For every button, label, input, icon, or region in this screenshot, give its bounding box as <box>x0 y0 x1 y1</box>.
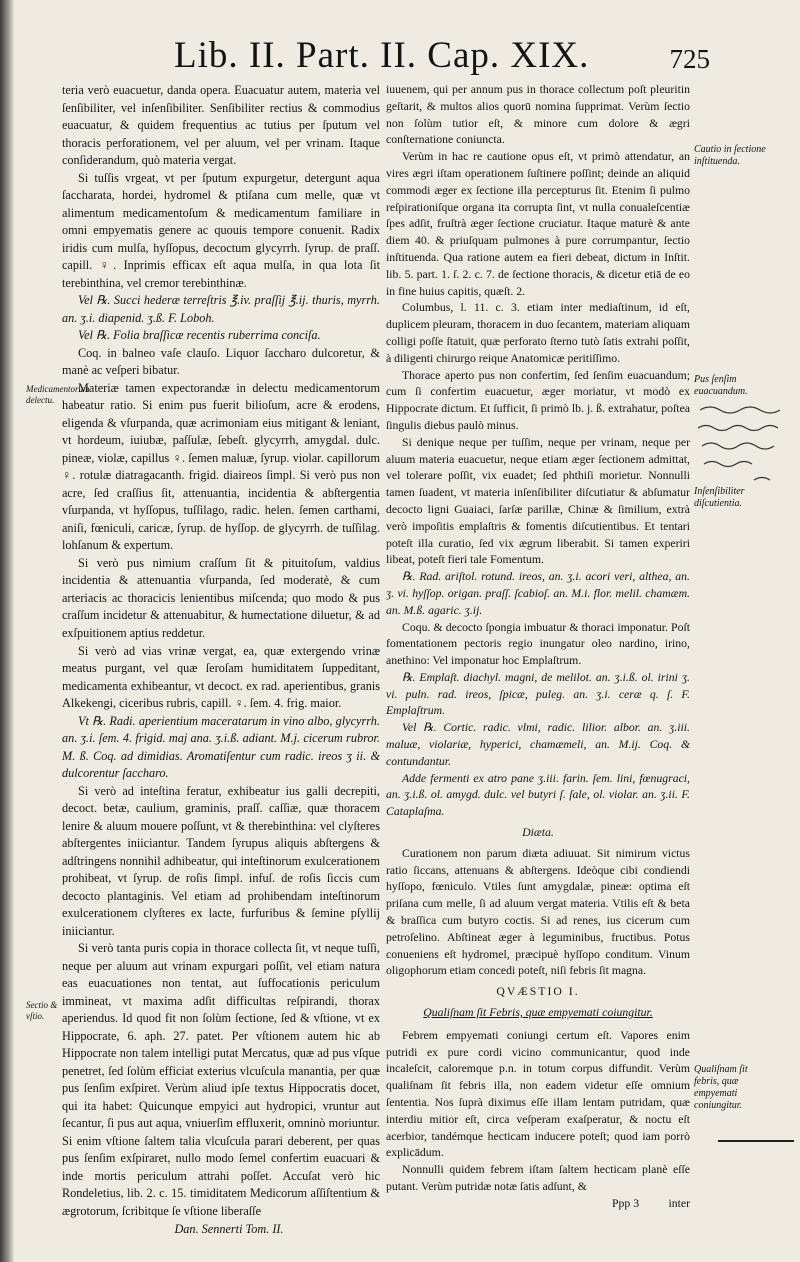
paragraph: Columbus, l. 11. c. 3. etiam inter mediaſtinum, id eſt, duplicem pleuram, thoracem in duo ſecantem, materiam aliquam colligi poſſe ſtatuit, quæ perforato ſterno tutò ſatis extrahi poſſit, à diligenti chirurgo reique Anatomicæ peritiſſimo. <box>386 301 690 365</box>
recipe: Vel ℞. Succi hederæ terreſtris ℥.iv. praſſij ℥.ij. thuris, myrrh. an. ʒ.i. diapenid. ʒ.ß. F. Loboh. <box>62 293 380 325</box>
paragraph: Febrem empyemati coniungi certum eſt. Vapores enim putridi ex pure cordi vicino communicantur, quod inde incaleſcit, caloremque p.n. in totum corpus diffundit. Verùm qualiſnam ſit febris illa, non eadem videtur eſſe omnium ſententia. Nos ſuprà diximus eſſe illam lentam putridam, quæ interdiu mitior eſt, circa veſperam exaſperatur, & noctu eſt acerbior, tandémque hecticam inducere poteſt; quod iam porrò explicādum. <box>386 1028 690 1160</box>
page-number: 725 <box>669 44 710 74</box>
page-header <box>150 34 710 80</box>
paragraph: Thorace aperto pus non confertim, ſed ſenſim euacuandum; cum ſi confertim euacuetur, æger moriatur, vt modò ex Hippocrate dictum. Et ſufficit, ſi primò lb. j. ß. extrahatur, poſtea ſingulis diebus paulò minus. <box>386 368 690 432</box>
recipe: ℞. Emplaſt. diachyl. magni, de melilot. an. ʒ.i.ß. ol. irini ʒ. vi. puln. rad. ireos, ſpicæ, puleg. an. ʒ.i. ceræ q. ſ. F. Emplaſtrum. <box>386 670 690 718</box>
margin-note: Pus ſenſim euacuandum. <box>694 374 748 397</box>
recipe: ℞. Rad. ariſtol. rotund. ireos, an. ʒ.i. acori veri, althea, an. ʒ. vi. hyſſop. origan. praſſ. ſcabioſ. an. M.i. flor. melil. chamæm. an. M.ß. agaric. ʒ.ij. <box>386 570 690 617</box>
margin-note: Sectio & vſtio. <box>26 1000 58 1021</box>
paragraph: teria verò euacuetur, danda opera. Euacuatur autem, materia vel ſenſibiliter, vel inſenſibiliter. Senſibiliter rectius & commodius euacuatur, & quidem frequentius ac tutius per ſputum vel thoracis perforationem, vel per aluum, vel per vrinam. Itaque conſiderandum, quò materia vergat. <box>62 83 380 168</box>
margin-note: Inſenſibiliter diſcutientia. <box>694 486 745 509</box>
book-spine-shadow <box>0 0 14 1262</box>
margin-note: Cautio in ſectione inſtituenda. <box>694 144 766 167</box>
paragraph: Verùm in hac re cautione opus eſt, vt primò attendatur, an vires ægri iſtam operationem ſuſtinere poſſint; deinde an aliquid commodi æger ex ſectione illa percepturus ſit. Etenim ſi pulmo reſpirationiſque organa ita corrupta ſint, vt nulla conualeſcentiæ ſpes adſit, fruſtrà æger ſectione cruciatur. Itaque maturè & ante diem 40. & priuſquam pulmones à pure corrumpantur, ſectio inſtituenda. Qua ratione autem ea fieri debeat, dictum in Inſtit. lib. 5. part. 1. ſ. 2. c. 7. de ſectione thoracis, & dicetur etiā de eo in fine huius capitis, quæſt. 2. <box>386 150 690 298</box>
recipe: Vt ℞. Radi. aperientium maceratarum in vino albo, glycyrrh. an. ʒ.i. ſem. 4. frigid. maj ana. ʒ.i.ß. adiant. M.j. cicerum rubror. M. ß. Coq. ad dimidias. Aromatiſentur cum radic. ireos ʒ ii. & dulcorentur ſaccharo. <box>62 713 380 781</box>
paragraph: Materiæ tamen expectorandæ in delectu medicamentorum habeatur ratio. Si enim pus fuerit bilioſum, acre & erodens, eligenda & vſurpanda, quæ acrimoniam eius mitigant & leniant, vt hordeum, iuiubæ, paſſulæ, ſebeſt. glycyrrh, amygdal. dulc. pineæ, violæ, capillus ♀. ſemen maluæ, ſyrup. violar. capillorum ♀. rotulæ diatragacanth. frigid. diaireos ſimpl. Si verò pus non acre, ſed craſſius ſit, attenuantia, incidentia & abſtergentia vſurpanda, vt hyſſopus, tuſſilago, radic. helen. ſemen carthami, aniſi, fœniculi, caricæ, ſyrup. de hyſſop. de glycyrrh. de tuſſilag. lohſanum & expertum. <box>62 380 380 553</box>
catchword: inter <box>668 1196 690 1210</box>
paragraph: iuuenem, qui per annum pus in thorace collectum poſt pleuritin geſtarit, & multos alios quorū nomina ſupprimat. Verùm ſectio non ſolùm tutior eſt, & minore cum dolore & ægri conſternatione coniuncta. <box>386 83 690 147</box>
quaestio-heading: QVÆSTIO I. <box>496 985 580 999</box>
paragraph: Si tuſſis vrgeat, vt per ſputum expurgetur, detergunt aqua ſaccharata, hordei, hydromel & ptiſana cum melle, quæ vt alimentum medicamentoſum & medicamentum familiare in omni empyematis genere ac quouis tempore conuenit. Radix iridis cum mulſa, hyſſopus, decoctum glycyrrh. ſyrup. de praſſ. capill. ♀. Inprimis efficax eſt aqua mulſa, in qua lota ſit terebinthina, vel cremor terebinthinæ. <box>62 170 380 290</box>
margin-note: Qualiſnam ſit febris, quæ empyemati coniungitur. <box>694 1064 748 1111</box>
recipe: Vel ℞. Folia braſſicæ recentis ruberrima conciſa. <box>78 328 321 343</box>
handwritten-annotation <box>694 388 790 488</box>
paragraph: Curationem non parum diæta adiuuat. Sit nimirum victus ratio ſiccans, attenuans & abſtergens. Ideòque cibi condiendi hyſſopo, fœniculo. Vtiles ſunt amygdalæ, pineæ: optima eſt priſana cum melle, ſi ad aluum vergat materia. Vtilis eſt & beta & braſſica cum butyro coctis. Si ad renes, ius cicerum cum petroſelino. Abſtineat æger à leguminibus, fructibus. Potus conueniens eſt hydromel, præcipuè hyſſopo conditum. Vinum oligophorum etiam concedi poteſt, niſi febris ſit magna. <box>386 846 690 978</box>
right-column <box>386 82 690 1213</box>
quaestio-title: Qualiſnam ſit Febris, quæ empyemati coiungitur. <box>423 1006 653 1020</box>
recipe: Vel ℞. Cortic. radic. vlmi, radic. lilior. albor. an. ʒ.iii. maluæ, violariæ, hyperici, chamæmeli, an. M.ij. Coq. & contundantur. <box>386 721 690 768</box>
margin-ink-stroke <box>718 1140 794 1142</box>
paragraph: Nonnulli quidem febrem iſtam ſaltem hecticam planè eſſe putant. Verùm putridæ notæ ſatis adſunt, & <box>386 1163 690 1193</box>
signature-mark: Ppp 3 <box>611 1196 640 1210</box>
paragraph: Si verò ad vias vrinæ vergat, ea, quæ extergendo vrinæ meatus purgant, vel quæ ſeroſam humiditatem ſuppeditant, medicamenta exhibeantur, vt decoct. ex rad. aperientibus, granis Alkekengi, ciceribus rubris, capill. ♀. ſem. 4. frig. maior. <box>62 643 380 711</box>
recipe: Adde fermenti ex atro pane ʒ.iii. farin. ſem. lini, fœnugraci, an. ʒ.i.ß. ol. amygd. dulc. vel butyri ſ. ſale, ol. violar. an. ʒ.ii. F. Cataplaſma. <box>386 771 690 819</box>
paragraph: Coqu. & decocto ſpongia imbuatur & thoraci imponatur. Poſt fomentationem pectoris regio inungatur oleo nardino, irino, anethino: Vel imponatur hoc Emplaſtrum. <box>386 620 690 668</box>
page-footer-marks <box>386 1196 690 1213</box>
margin-note: Medicamentorum delectu. <box>26 384 90 405</box>
paragraph: Si verò pus nimium craſſum ſit & pituitoſum, valdius incidentia & attenuantia vſurpanda, ſed moderatè, & cum arteriacis ac thoracicis lenientibus miſcenda; quo modo & pus craſſum incidetur & attenuabitur, & humectatione diluetur, & ad exſpuitionem aptius reddetur. <box>62 555 380 640</box>
running-title: Lib. II. Part. II. Cap. XIX. <box>174 35 590 76</box>
paragraph: Si denique neque per tuſſim, neque per vrinam, neque per aluum materia euacuetur, neque etiam æger ſectionem admittat, vel tolerare poſſit, vix euadet; ſed phthiſi morietur. Nonnulli tamen ſuadent, vt materia inſenſibiliter diſcutiatur & abſumatur decocto ligni Guaiaci, ſarſæ parillæ, Chinæ & ſimilium, extrà verò impoſitis emplaſtris & fomentis diſcutientibus. Et tentari poteſt illa curatio, ſed vix ægrum liberabit. Si tamen experiri libeat, poteſt fieri tale Fomentum. <box>386 435 690 567</box>
signature-line: Dan. Sennerti Tom. II. <box>174 1221 284 1236</box>
paragraph: Si verò tanta puris copia in thorace collecta ſit, vt neque tuſſi, neque per aluum aut vrinam expurgari poſſit, vel etiam natura eas euacuationes non tentat, aut ſuffocationis periculum immineat, vt maxima adſit difficultas reſpirandi, thorax aperiendus. Id quod fit non ſolùm ſectione, ſed & vſtione, vt ex Hippocrate, 6. aph. 27. patet. Per vſtionem autem hic ab Hippocrate non talem intelligi putat Mercatus, quæ ad pus vſque penetret, ſed ſolùm efficiat exterius vlcuſcula manantia, per quæ pus ſenſim exſpiret. Verùm aliud ipſe textus Hippocratis docet, qui ita habet: Quicunque empyici aut hydropici, vruntur aut ſecantur, ſi pus aut aqua, vniuerſim effluxerit, omninò moriuntur. Si enim vſtione ſaltem talia vlcuſcula parari deberent, per quas pus ſenſim exſpiraret, nullo modo ſemel confertim euacuari & inde mortis periculum attrahi poſſet. Accuſat verò hic Rondeletius, lib. 2. c. 15. timiditatem Medicorum aſſiſtentium & ægrotorum, ſcribitque ſe vſtione liberaſſe <box>62 941 380 1218</box>
paragraph: Si verò ad inteſtina feratur, exhibeatur ius galli decrepiti, decoct. betæ, caulium, graminis, praſſ. caſſiæ, quæ thoracem lenire & aluum mouere poſſunt, vt & therebinthina: vel clyſteres abſtergentes iniiciantur. Tandem ſyrupus aliquis abſtergens & adſtringens nonnihil adhibeatur, qui inteſtinorum exulcerationem prohibeat, vt ſyrup. de roſis ſimpl. infuſ. de roſis ſiccis cum decocto plantaginis. Vel etiam ad prohibendam inteſtinorum exulcerationem clyſteres ex lacte, furfuribus & ſemine pſyllij iniiciantur. <box>62 783 380 938</box>
section-heading-diaeta: Diæta. <box>522 826 554 840</box>
left-column <box>62 82 380 1238</box>
paragraph: Coq. in balneo vaſe clauſo. Liquor ſaccharo dulcoretur, & manè ac veſperi bibatur. <box>62 345 380 378</box>
